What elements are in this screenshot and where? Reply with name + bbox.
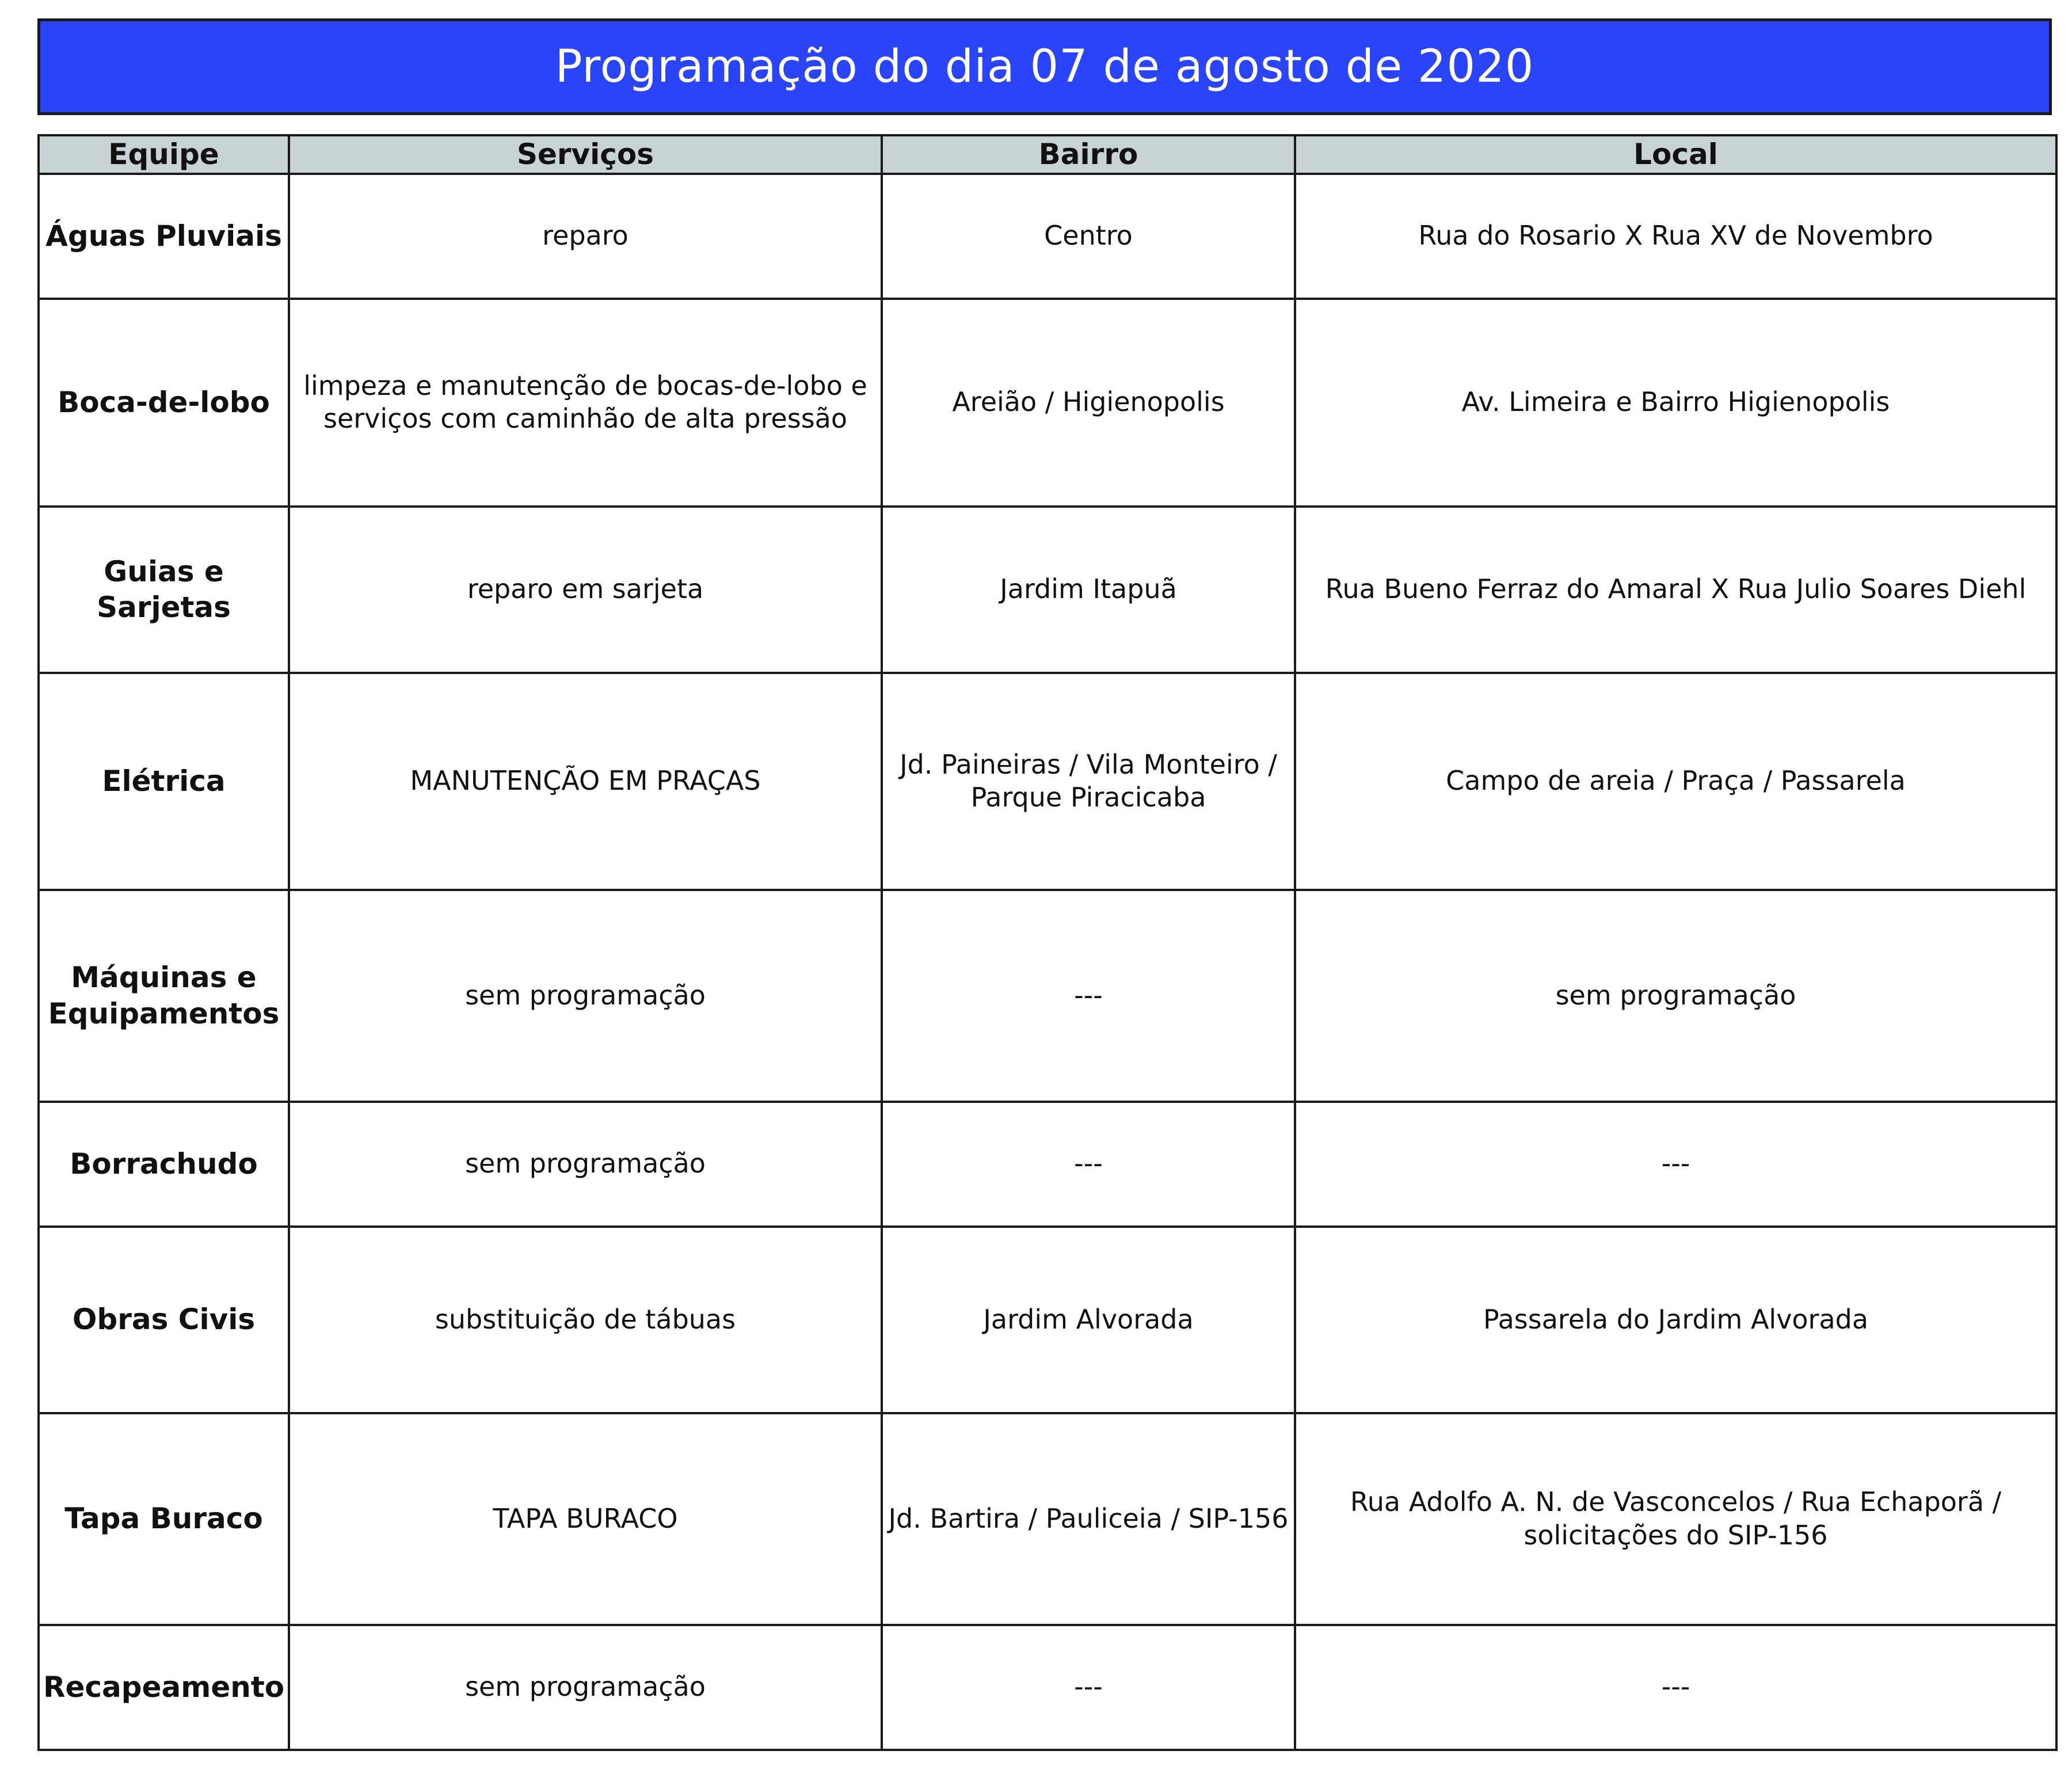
cell-bairro: --- (882, 890, 1295, 1102)
cell-servicos: sem programação (289, 1102, 882, 1227)
cell-bairro: --- (882, 1102, 1295, 1227)
title-banner (37, 18, 2052, 115)
cell-equipe: Águas Pluviais (39, 174, 289, 299)
table-row (39, 174, 2056, 299)
cell-servicos: sem programação (289, 1625, 882, 1750)
cell-bairro: Jardim Itapuã (882, 507, 1295, 673)
table-row (39, 507, 2056, 673)
cell-local: sem programação (1295, 890, 2056, 1102)
cell-equipe: Obras Civis (39, 1227, 289, 1413)
cell-servicos: MANUTENÇÃO EM PRAÇAS (289, 673, 882, 890)
header-bairro: Bairro (882, 135, 1295, 174)
cell-equipe: Recapeamento (39, 1625, 289, 1750)
cell-local: Rua do Rosario X Rua XV de Novembro (1295, 174, 2056, 299)
header-local: Local (1295, 135, 2056, 174)
cell-bairro: Jardim Alvorada (882, 1227, 1295, 1413)
table-row (39, 1102, 2056, 1227)
cell-equipe: Tapa Buraco (39, 1413, 289, 1625)
schedule-table (37, 134, 2058, 1751)
cell-equipe: Borrachudo (39, 1102, 289, 1227)
table-row (39, 1625, 2056, 1750)
cell-bairro: Areião / Higienopolis (882, 299, 1295, 507)
cell-local: --- (1295, 1625, 2056, 1750)
header-row (39, 135, 2056, 174)
cell-servicos: substituição de tábuas (289, 1227, 882, 1413)
header-servicos: Serviços (289, 135, 882, 174)
cell-equipe: Boca-de-lobo (39, 299, 289, 507)
cell-servicos: reparo (289, 174, 882, 299)
page-title: Programação do dia 07 de agosto de 2020 (555, 41, 1534, 93)
table-row (39, 299, 2056, 507)
cell-local: Campo de areia / Praça / Passarela (1295, 673, 2056, 890)
table-row (39, 1227, 2056, 1413)
cell-servicos: TAPA BURACO (289, 1413, 882, 1625)
cell-servicos: limpeza e manutenção de bocas-de-lobo e serviços com caminhão de alta pressão (289, 299, 882, 507)
cell-local: --- (1295, 1102, 2056, 1227)
cell-equipe: Máquinas e Equipamentos (39, 890, 289, 1102)
table-row (39, 1413, 2056, 1625)
cell-equipe: Elétrica (39, 673, 289, 890)
cell-servicos: reparo em sarjeta (289, 507, 882, 673)
cell-bairro: Centro (882, 174, 1295, 299)
cell-bairro: Jd. Bartira / Pauliceia / SIP-156 (882, 1413, 1295, 1625)
cell-bairro: Jd. Paineiras / Vila Monteiro / Parque Piracicaba (882, 673, 1295, 890)
cell-equipe: Guias e Sarjetas (39, 507, 289, 673)
cell-local: Av. Limeira e Bairro Higienopolis (1295, 299, 2056, 507)
cell-local: Rua Adolfo A. N. de Vasconcelos / Rua Echaporã / solicitações do SIP-156 (1295, 1413, 2056, 1625)
table-row (39, 890, 2056, 1102)
cell-bairro: --- (882, 1625, 1295, 1750)
cell-local: Passarela do Jardim Alvorada (1295, 1227, 2056, 1413)
header-equipe: Equipe (39, 135, 289, 174)
cell-local: Rua Bueno Ferraz do Amaral X Rua Julio Soares Diehl (1295, 507, 2056, 673)
table-row (39, 673, 2056, 890)
cell-servicos: sem programação (289, 890, 882, 1102)
